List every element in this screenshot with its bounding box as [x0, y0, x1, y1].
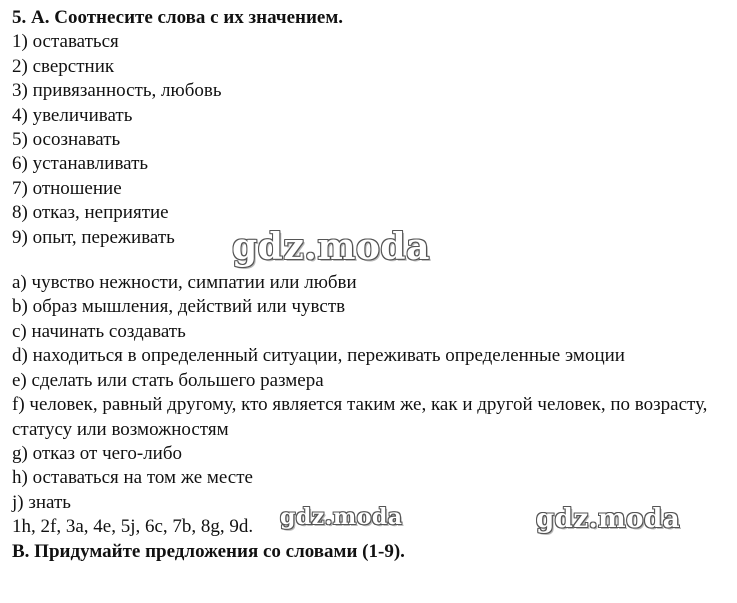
meaning-item-b: b) образ мышления, действий или чувств: [12, 296, 346, 318]
meaning-item-j: j) знать: [12, 491, 71, 513]
meaning-list: [12, 271, 727, 515]
word-item-3: 3) привязанность, любовь: [12, 80, 222, 102]
watermark-1: gdz.moda: [232, 226, 430, 268]
meaning-item-d: d) находиться в определенный ситуации, переживать определенные эмоции: [12, 345, 625, 367]
word-item-6: 6) устанавливать: [12, 153, 149, 175]
meaning-item-f: f) человек, равный другому, кто является таким же, как и другой человек, по возрасту, статусу или возможностям: [12, 394, 708, 440]
word-item-2: 2) сверстник: [12, 55, 115, 77]
meaning-item-g: g) отказ от чего-либо: [12, 442, 183, 464]
meaning-item-c: c) начинать создавать: [12, 320, 186, 342]
answer-key: 1h, 2f, 3a, 4e, 5j, 6c, 7b, 8g, 9d.: [12, 516, 254, 538]
word-item-7: 7) отношение: [12, 177, 122, 199]
meaning-item-h: h) оставаться на том же месте: [12, 467, 253, 489]
task-b-title: В. Придумайте предложения со словами (1-9).: [12, 540, 405, 562]
watermark-2: gdz.moda: [280, 504, 403, 530]
meaning-item-a: a) чувство нежности, симпатии или любви: [12, 272, 357, 294]
task-a-title: 5. А. Соотнесите слова с их значением.: [12, 7, 344, 28]
word-item-9: 9) опыт, переживать: [12, 226, 175, 248]
watermark-3: gdz.moda: [536, 504, 681, 534]
word-item-5: 5) осознавать: [12, 129, 121, 151]
exercise-page: [12, 6, 727, 564]
word-item-8: 8) отказ, неприятие: [12, 202, 169, 224]
meaning-item-e: e) сделать или стать большего размера: [12, 369, 324, 391]
word-item-4: 4) увеличивать: [12, 104, 133, 126]
word-item-1: 1) оставаться: [12, 31, 119, 53]
word-list: [12, 30, 727, 250]
